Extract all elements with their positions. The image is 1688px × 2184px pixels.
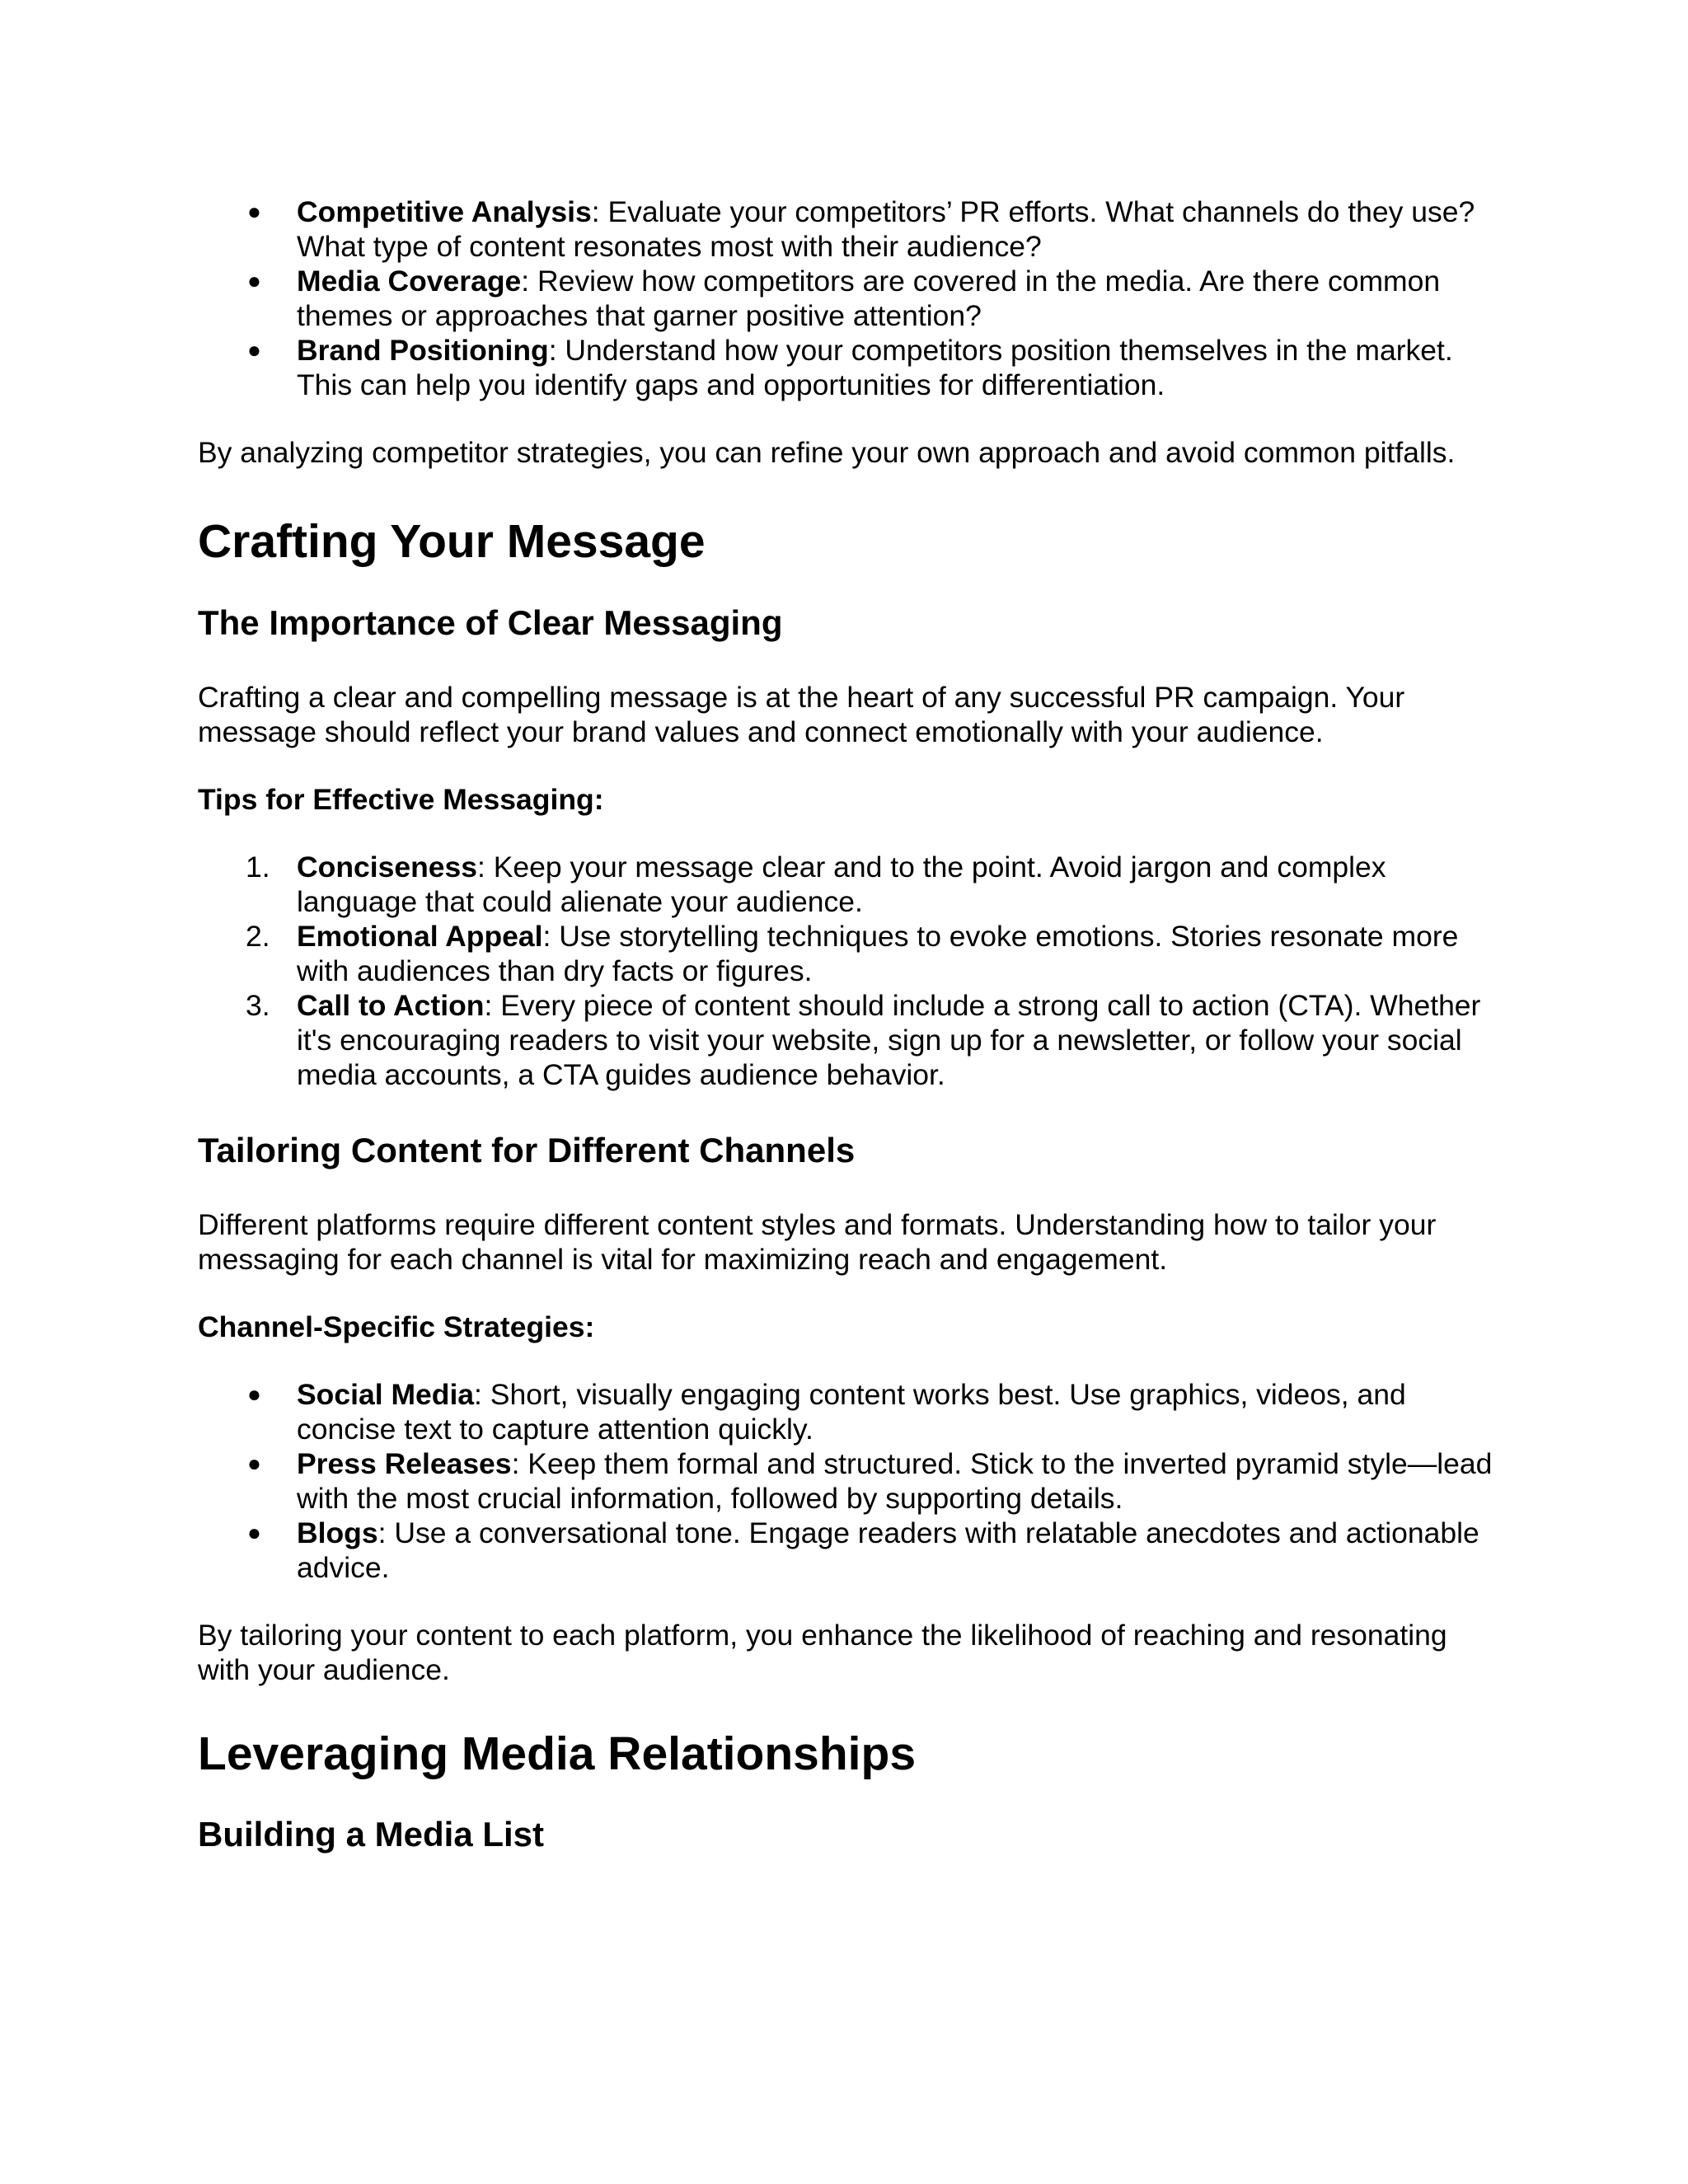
list-item-text: : Review how competitors are covered in the media. Are there common themes or approaches that garner positive attention? <box>297 265 1441 332</box>
list-item <box>198 1516 1500 1585</box>
strategies-bullet-list <box>198 1377 1500 1585</box>
list-item <box>198 1446 1500 1516</box>
subheading-media-list: Building a Media List <box>198 1815 545 1854</box>
list-item-term: Media Coverage <box>297 265 522 298</box>
strategies-heading: Channel-Specific Strategies: <box>198 1310 595 1343</box>
list-item-term: Competitive Analysis <box>297 195 592 228</box>
competitor-bullet-list <box>198 194 1500 402</box>
section-title-crafting: Crafting Your Message <box>198 515 706 568</box>
list-item-term: Conciseness <box>297 851 478 883</box>
list-item-term: Social Media <box>297 1378 475 1411</box>
list-item-text: : Short, visually engaging content works best. Use graphics, videos, and concise text to capture attention quickly. <box>297 1378 1406 1446</box>
competitor-summary-paragraph: By analyzing competitor strategies, you can refine your own approach and avoid common pitfalls. <box>198 436 1456 469</box>
list-item-number: 1. <box>246 851 270 883</box>
tailoring-paragraph: Different platforms require different content styles and formats. Understanding how to tailor your messaging for each channel is vital for maximizing reach and engagement. <box>198 1208 1437 1276</box>
list-item-text: : Every piece of content should include a strong call to action (CTA). Whether it's encouraging readers to visit your website, sign up for a newsletter, or follow your social media accounts, a CTA guides audience behavior. <box>297 989 1481 1091</box>
clear-messaging-paragraph: Crafting a clear and compelling message is at the heart of any successful PR campaign. Your message should reflect your brand values and connect emotionally with your audience. <box>198 681 1405 748</box>
list-item-text: : Keep your message clear and to the point. Avoid jargon and complex language that could alienate your audience. <box>297 851 1386 918</box>
list-item-text: : Understand how your competitors position themselves in the market. This can help you identify gaps and opportunities for differentiation. <box>297 334 1453 401</box>
list-item-term: Call to Action <box>297 989 485 1022</box>
list-item-term: Blogs <box>297 1516 378 1549</box>
list-item <box>198 850 1500 919</box>
list-item <box>198 919 1500 988</box>
list-item <box>198 333 1500 402</box>
section-title-media: Leveraging Media Relationships <box>198 1727 917 1780</box>
list-item-term: Brand Positioning <box>297 334 549 367</box>
list-item-number: 3. <box>246 989 270 1022</box>
list-item-term: Press Releases <box>297 1447 512 1480</box>
list-item-text: : Keep them formal and structured. Stick to the inverted pyramid style—lead with the most crucial information, followed by supporting details. <box>297 1447 1493 1515</box>
tips-heading: Tips for Effective Messaging: <box>198 783 604 816</box>
tailoring-summary-paragraph: By tailoring your content to each platform, you enhance the likelihood of reaching and resonating with your audience. <box>198 1619 1447 1686</box>
subheading-clear-messaging: The Importance of Clear Messaging <box>198 603 783 642</box>
list-item-term: Emotional Appeal <box>297 920 543 953</box>
list-item-text: : Use a conversational tone. Engage readers with relatable anecdotes and actionable advice. <box>297 1516 1479 1584</box>
document-page <box>198 194 1500 1855</box>
tips-numbered-list <box>198 850 1500 1092</box>
list-item <box>198 194 1500 264</box>
list-item-text: : Use storytelling techniques to evoke emotions. Stories resonate more with audiences than dry facts or figures. <box>297 920 1459 987</box>
list-item <box>198 1377 1500 1446</box>
list-item-text: : Evaluate your competitors’ PR efforts. What channels do they use? What type of content resonates most with their audience? <box>297 195 1475 263</box>
subheading-tailoring-content: Tailoring Content for Different Channels <box>198 1131 856 1169</box>
list-item <box>198 264 1500 333</box>
list-item <box>198 988 1500 1092</box>
list-item-number: 2. <box>246 920 270 953</box>
